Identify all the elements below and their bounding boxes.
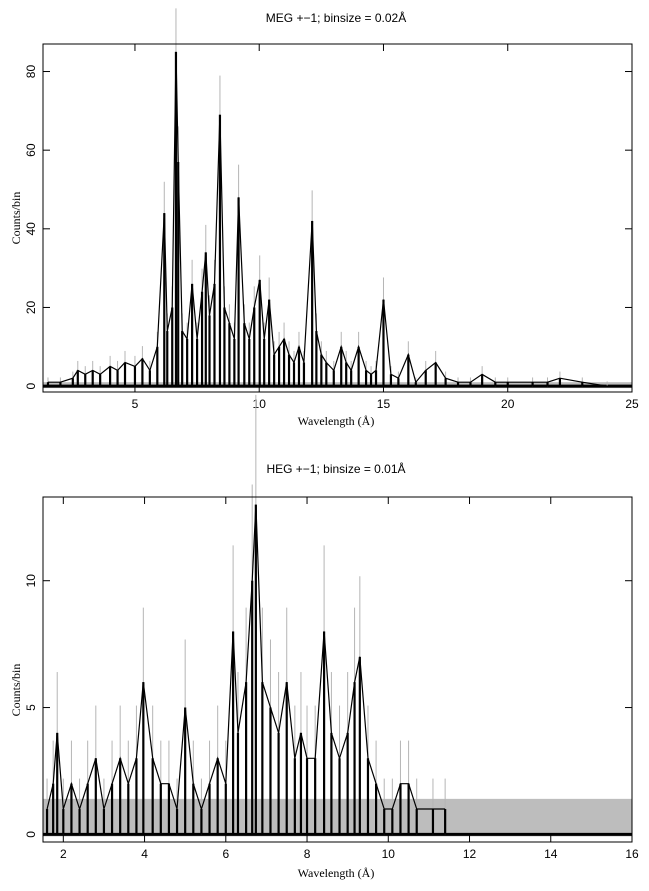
heg-panel bbox=[9, 395, 639, 880]
heg-title: HEG +−1; binsize = 0.01Å bbox=[266, 462, 406, 476]
heg-x-tick-label: 6 bbox=[222, 847, 230, 861]
heg-axes-frame bbox=[43, 497, 632, 842]
meg-plot-area bbox=[24, 8, 639, 411]
meg-y-label: Counts/bin bbox=[9, 191, 23, 245]
meg-panel bbox=[9, 8, 639, 428]
heg-x-tick-label: 8 bbox=[303, 847, 311, 861]
meg-x-tick-label: 10 bbox=[252, 397, 266, 411]
meg-y-tick-label: 20 bbox=[24, 300, 38, 315]
heg-x-tick-label: 10 bbox=[381, 847, 395, 861]
heg-y-label: Counts/bin bbox=[9, 663, 23, 717]
heg-y-tick-label: 10 bbox=[24, 574, 38, 588]
meg-title: MEG +−1; binsize = 0.02Å bbox=[265, 11, 407, 25]
heg-y-tick-label: 0 bbox=[24, 831, 38, 838]
meg-y-tick-label: 0 bbox=[24, 382, 38, 390]
heg-x-tick-label: 12 bbox=[462, 847, 477, 861]
meg-y-tick-label: 60 bbox=[24, 143, 38, 157]
meg-x-tick-label: 5 bbox=[131, 397, 139, 411]
heg-background-band bbox=[43, 799, 632, 837]
meg-series-line bbox=[48, 52, 632, 386]
meg-x-label: Wavelength (Å) bbox=[297, 414, 375, 428]
heg-x-label: Wavelength (Å) bbox=[297, 866, 375, 880]
meg-y-tick-label: 40 bbox=[24, 222, 38, 236]
heg-x-tick-label: 2 bbox=[59, 847, 67, 861]
meg-axes-frame bbox=[43, 44, 632, 392]
meg-x-tick-label: 15 bbox=[376, 397, 391, 411]
heg-x-tick-label: 14 bbox=[544, 847, 558, 861]
heg-x-tick-label: 16 bbox=[625, 847, 639, 861]
meg-y-tick-label: 80 bbox=[24, 64, 38, 79]
meg-x-tick-label: 25 bbox=[625, 397, 639, 411]
heg-x-tick-label: 4 bbox=[141, 847, 148, 861]
meg-x-tick-label: 20 bbox=[501, 397, 515, 411]
heg-y-tick-label: 5 bbox=[24, 704, 38, 711]
